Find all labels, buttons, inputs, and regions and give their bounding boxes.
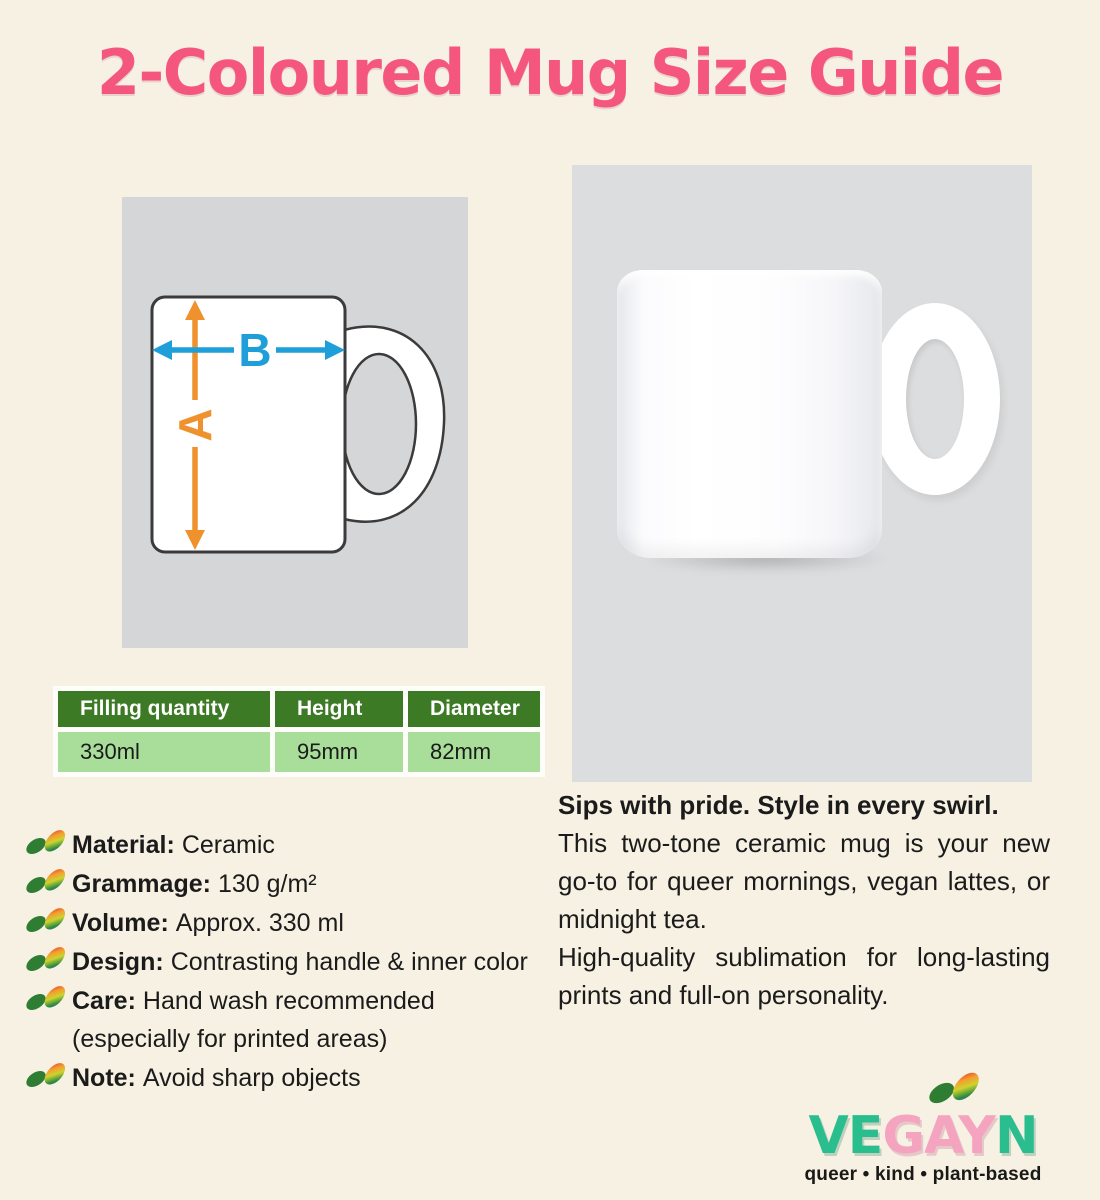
description-paragraph-2: High-quality sublimation for long-lasting prints and full-on personality. — [558, 942, 1050, 1010]
logo-letter: Y — [958, 1106, 995, 1166]
spec-label: Grammage: — [72, 870, 211, 898]
size-table-data-row — [58, 732, 540, 772]
cell-filling-quantity: 330ml — [58, 732, 270, 772]
spec-value: Ceramic — [181, 831, 275, 859]
mug-diagram-drawing — [122, 197, 468, 648]
spec-value: Hand wash recommended (especially for printed areas) — [72, 987, 435, 1053]
mug-product-photo — [572, 165, 1032, 782]
header-filling-quantity: Filling quantity — [58, 691, 270, 727]
spec-label: Volume: — [72, 909, 169, 937]
mug-photo-handle — [870, 303, 1000, 495]
spec-item-care — [24, 982, 534, 1058]
size-table — [53, 686, 545, 777]
spec-value: Approx. 330 ml — [175, 909, 344, 937]
logo-letter: A — [924, 1106, 959, 1166]
spec-label: Note: — [72, 1064, 136, 1092]
size-table-header-row — [58, 691, 540, 727]
logo-letter: V — [808, 1106, 848, 1166]
leaf-pair-icon — [24, 906, 72, 942]
spec-value: Avoid sharp objects — [142, 1064, 361, 1092]
leaf-pair-icon — [24, 1061, 72, 1097]
leaf-pair-icon — [24, 867, 72, 903]
header-diameter: Diameter — [408, 691, 540, 727]
description-paragraph-1: This two-tone ceramic mug is your new go-to for queer mornings, vegan lattes, or midnight tea. — [558, 828, 1050, 934]
page-title: 2-Coloured Mug Size Guide — [96, 36, 1004, 109]
spec-item-design — [24, 943, 534, 981]
mug-measurement-diagram — [122, 197, 468, 648]
logo-letter: N — [994, 1106, 1038, 1166]
description-heading: Sips with pride. Style in every swirl. — [558, 790, 999, 820]
dimension-label-b: B — [238, 324, 272, 376]
vegayn-logo — [798, 1076, 1048, 1186]
spec-label: Design: — [72, 948, 164, 976]
spec-label: Care: — [72, 987, 136, 1015]
mug-photo-body — [617, 270, 882, 558]
spec-value: Contrasting handle & inner color — [170, 948, 528, 976]
dimension-label-a: A — [169, 408, 221, 442]
logo-wordmark — [798, 1108, 1048, 1164]
spec-label: Material: — [72, 831, 175, 859]
product-description — [558, 786, 1050, 1014]
leaf-pair-icon — [24, 984, 72, 1020]
spec-value: 130 g/m² — [217, 870, 317, 898]
logo-letter: E — [847, 1106, 883, 1166]
logo-tagline: queer • kind • plant-based — [804, 1164, 1042, 1185]
leaf-pair-icon — [24, 945, 72, 981]
spec-item-note — [24, 1059, 534, 1097]
header-height: Height — [275, 691, 403, 727]
cell-diameter: 82mm — [408, 732, 540, 772]
leaf-pair-icon — [24, 828, 72, 864]
cell-height: 95mm — [275, 732, 403, 772]
spec-item-material — [24, 826, 534, 864]
mug-handle-hole — [342, 354, 416, 494]
spec-item-grammage — [24, 865, 534, 903]
spec-list — [24, 826, 534, 1098]
logo-letter: G — [882, 1106, 924, 1166]
spec-item-volume — [24, 904, 534, 942]
